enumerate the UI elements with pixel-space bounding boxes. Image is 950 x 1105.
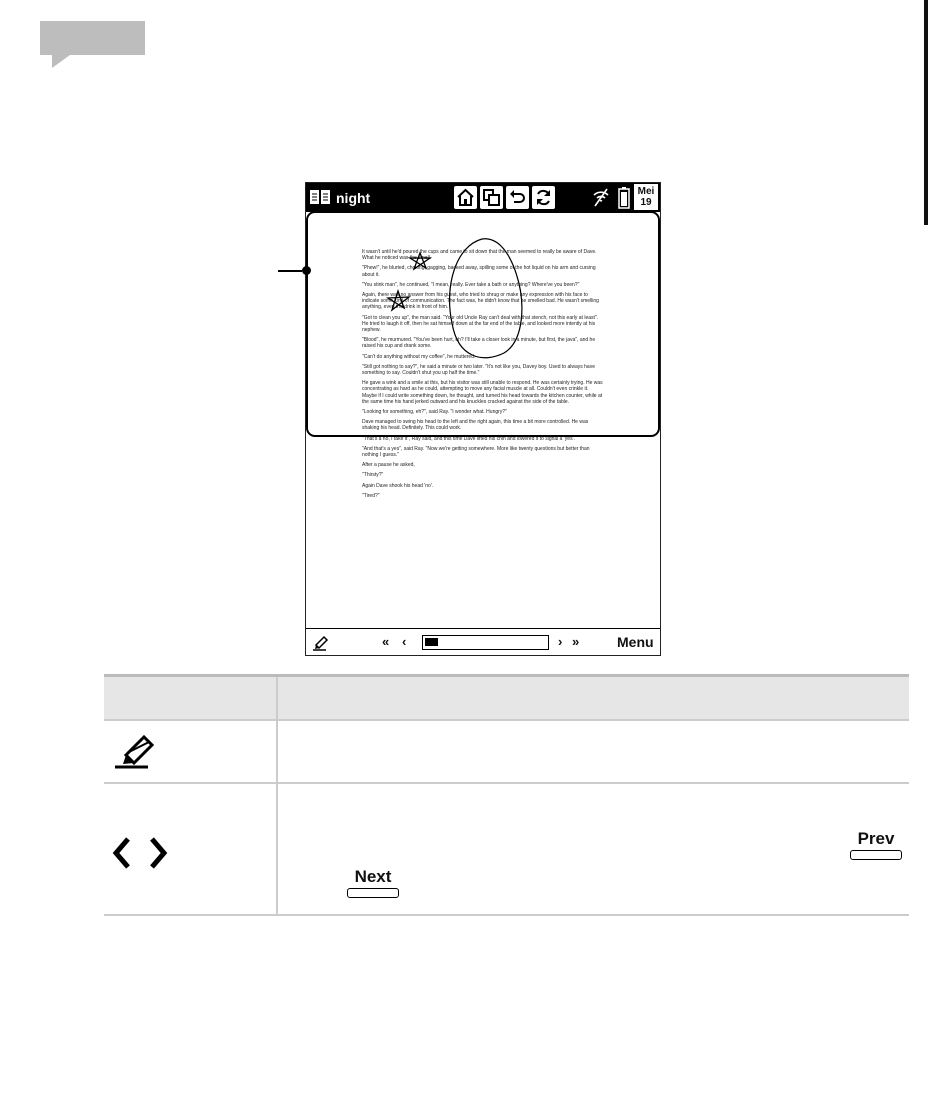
paragraph: "Phew!", he blurted, choking, gagging, backed away, spilling some of the hot liquid on his arm and cursing about it. xyxy=(362,265,596,278)
paragraph: Again Dave shook his head 'no'. xyxy=(362,482,434,489)
reading-progress-bar[interactable] xyxy=(422,635,549,650)
paragraph: "And that's a yes", said Ray. "Now we're getting somewhere. More like twenty questions but better than nothing I guess." xyxy=(362,445,590,459)
paragraph: "Blood", he murmured. "You've been hurt, eh? I'll take a closer look in a minute, but first, the java", and he raised his cup and drank some. xyxy=(362,337,596,350)
pen-icon[interactable] xyxy=(312,634,330,651)
bottom-bar xyxy=(306,628,660,655)
paragraph: "That's a no, I take it", Ray said, and this time Dave lifted his chin and lowered it to signal a 'yes'. xyxy=(362,435,575,442)
paragraph: It wasn't until he'd poured the cups and came to sit down that the man seemed to really be aware of Dave. What he noticed was the smell. xyxy=(362,249,597,262)
paragraph: "Got to clean you up", the man said. "Your old Uncle Ray can't deal with that stench, not this early at least". He tried to laugh it off, then he sat himself down at the far end of the table, and looked more intently at his nephew. xyxy=(362,314,599,334)
back-icon xyxy=(508,188,527,207)
table-header xyxy=(104,674,909,719)
previous-page-button[interactable]: ‹ xyxy=(402,634,407,649)
paragraph: "Looking for something, eh?", said Ray. "I wonder what. Hungry?" xyxy=(362,409,507,416)
refresh-icon xyxy=(534,188,553,207)
chapter-rule xyxy=(924,0,928,225)
reading-progress-fill xyxy=(425,638,438,646)
paragraph: "Tired?" xyxy=(362,492,380,499)
annotation-highlight-frame xyxy=(306,211,660,437)
date-day: 19 xyxy=(640,197,652,208)
wireless-off-icon xyxy=(591,187,611,207)
paragraph: Again, there was no answer from his guest, who tried to shrug or make any expression with his face to indicate some kind of communication. The fact was, he didn't know that he smelled bad. He wasn't smelling anything, even the drink in front of him. xyxy=(362,292,599,311)
callout-marker xyxy=(302,266,311,275)
multi-page-button[interactable] xyxy=(480,186,503,209)
book-title: night xyxy=(336,190,371,206)
page-tab xyxy=(40,21,145,55)
paragraph: Dave managed to swing his head to the left and the right again, this time a bit more controlled. He was shaking his head. Definitely. This could work. xyxy=(362,419,589,432)
callout-line xyxy=(278,270,302,272)
next-key xyxy=(347,867,399,898)
paragraph: "Thirsty?" xyxy=(362,472,384,479)
prev-key xyxy=(850,829,902,860)
refresh-button[interactable] xyxy=(532,186,555,209)
date-month: Mei xyxy=(637,186,655,197)
page-arrows-icon xyxy=(112,836,168,870)
column-divider xyxy=(276,721,278,782)
table-row xyxy=(104,719,909,784)
column-divider xyxy=(276,677,278,719)
paragraph: After a pause he asked, xyxy=(362,462,415,469)
date-display xyxy=(634,184,658,210)
icon-reference-table xyxy=(104,674,909,916)
pen-icon xyxy=(114,731,158,769)
first-page-button[interactable]: « xyxy=(382,634,390,649)
device-screen xyxy=(305,182,661,656)
paragraph: He gave a wink and a smile at this, but his visitor was still unable to respond. He was certainly trying. He was concentrating as hard as he could, attempting to move any facial muscle at all. Couldn't even crinkle it. Maybe if I could write something down, he thought, and turned his head towards the kitchen counter, while at the same time his hand jerked outward and his knuckles cracked against the side of the table. xyxy=(362,380,603,405)
book-icon xyxy=(309,188,331,206)
prev-key-label: Prev xyxy=(857,829,895,848)
paragraph: "You stink man", he continued, "I mean, really. Ever take a bath or anything? Where've you been?" xyxy=(362,281,580,288)
table-row xyxy=(104,784,909,916)
prev-key-cap xyxy=(850,850,902,860)
menu-button[interactable]: Menu xyxy=(617,634,654,650)
column-divider xyxy=(276,784,278,914)
next-key-label: Next xyxy=(354,867,392,886)
next-page-button[interactable]: › xyxy=(558,634,563,649)
next-key-cap xyxy=(347,888,399,898)
top-bar xyxy=(306,183,660,212)
page-tab-tail xyxy=(52,55,70,68)
home-icon xyxy=(456,188,475,207)
battery-icon xyxy=(618,187,630,209)
multi-page-icon xyxy=(482,188,501,207)
paragraph: "Still got nothing to say?", he said a minute or two later. "It's not like you, Davey boy. Used to always have something to say. Couldn't shut you up half the time." xyxy=(362,363,595,377)
paragraph: "Can't do anything without my coffee", he muttered. xyxy=(362,353,476,360)
back-button[interactable] xyxy=(506,186,529,209)
last-page-button[interactable]: » xyxy=(572,634,580,649)
home-button[interactable] xyxy=(454,186,477,209)
